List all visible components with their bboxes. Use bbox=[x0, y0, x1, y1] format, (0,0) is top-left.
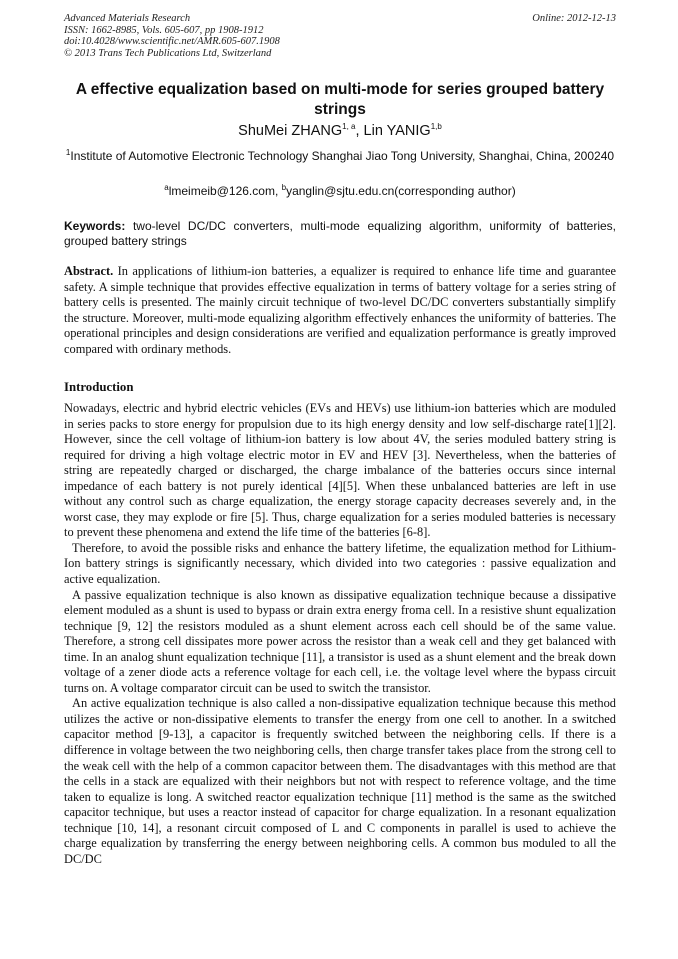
author-name: ShuMei ZHANG bbox=[238, 123, 343, 139]
abstract-block bbox=[64, 264, 616, 358]
issn-line: ISSN: 1662-8985, Vols. 605-607, pp 1908-1912 bbox=[64, 24, 264, 36]
keywords-label: Keywords: bbox=[64, 219, 126, 233]
author-superscript: 1,b bbox=[430, 122, 442, 132]
keywords-block bbox=[64, 219, 616, 249]
section-heading: Introduction bbox=[64, 380, 134, 394]
author-superscript: 1, a bbox=[342, 122, 356, 132]
affiliation bbox=[64, 149, 616, 164]
abstract-text: In applications of lithium-ion batteries, a equalizer is required to enhance life time and guarantee safety. A simple technique that provides effective equalization in terms of battery voltage for a series string of battery cells is presented. The mainly circuit technique of two-level DC/DC converters substantially simplify the structure. Moreover, multi-mode equalizing algorithm effectively enhances the uniformity of batteries. The operational principles and design considerations are verified and equalization performance is greatly improved compared with ordinary methods. bbox=[64, 264, 616, 356]
body-paragraph: A passive equalization technique is also known as dissipative equalization technique because a dissipative element moduled as a shunt is used to bypass or drain extra energy froma cell. In a resistive shunt equalization technique [9, 12] the resistors moduled as a shunt element across each cell should be of the same value. Therefore, a strong cell dissipates more power across the resistor than a weak cell and they get balanced with time. In an analog shunt equalization technique [11], a transistor is used as a shunt element and the break down voltage of a zener diode acts a reference voltage for each cell, i.e. the voltage level where the bypass circuit turns on. A voltage comparator circuit can be used to switch the transistor. bbox=[64, 587, 616, 695]
abstract-label: Abstract. bbox=[64, 264, 114, 278]
introduction-body bbox=[64, 401, 616, 867]
email-superscript: b bbox=[281, 183, 287, 192]
email-line bbox=[64, 184, 616, 198]
paper-title: A effective equalization based on multi-mode for series grouped battery strings bbox=[75, 81, 605, 118]
online-date: Online: 2012-12-13 bbox=[532, 13, 616, 24]
email-link[interactable]: lmeimeib@126.com, bbox=[168, 184, 282, 198]
body-paragraph: An active equalization technique is also called a non-dissipative equalization technique because this method utilizes the active or non-dissipative elements to transfer the energy from one cell to another. In a switched capacitor method [9-13], a capacitor is frequently switched between the neighboring cells. If there is a difference in voltage between the two neighboring cells, then charge transfer takes place from the strong cell to the weak cell with the help of a common capacitor between them. The disadvantages with this method are that the cells in a stack are equalized with their neighbors but not with respect to reference voltage, and the time taken to equalize is long. A switched reactor equalization technique [11] method is the same as the switched capacitor technique, but uses a reactor instead of capacitor for charge equalization. In a resonant equalization technique [10, 14], a resonant circuit composed of L and C components in parallel is used to achieve the charge equalization by transferring the energy between neighboring cells. A common bus moduled to all the DC/DC bbox=[64, 696, 616, 866]
keywords-text: two-level DC/DC converters, multi-mode equalizing algorithm, uniformity of batteries, grouped battery strings bbox=[64, 219, 616, 248]
journal-name: Advanced Materials Research bbox=[64, 13, 191, 24]
affiliation-text: Institute of Automotive Electronic Technology Shanghai Jiao Tong University, Shanghai, China, 200240 bbox=[70, 149, 615, 163]
author-name: Lin YANIG bbox=[363, 123, 431, 139]
body-paragraph: Nowadays, electric and hybrid electric vehicles (EVs and HEVs) use lithium-ion batteries which are moduled in series packs to store energy for propulsion due to its high energy density and low self-discharge rate[1][2]. However, since the cell voltage of lithium-ion battery is low about 4V, the series moduled battery string is required for driving a high voltage electric motor in EV and HEV [3]. Nevertheless, when the batteries of string are repeatedly charged or discharged, the charge imbalance of the batteries occurs since internal impedance of each battery is not purely identical [4][5]. When these unbalanced batteries are left in use without any control such as charge equalization, the energy storage capacity decreases severely and, in the worst case, they may explode or fire [5]. Thus, charge equalization for a series moduled batteries is necessary to prevent these phenomena and extend the life time of the batteries [6-8]. bbox=[64, 401, 616, 540]
journal-header bbox=[64, 13, 616, 59]
body-paragraph: Therefore, to avoid the possible risks and enhance the battery lifetime, the equalization method for Lithium-Ion battery strings is significantly necessary, which divided into two categories : passive equalization and active equalization. bbox=[64, 540, 616, 587]
email-superscript: a bbox=[164, 183, 169, 192]
author-line bbox=[64, 123, 616, 139]
author-separator: , bbox=[355, 123, 364, 139]
affiliation-superscript: 1 bbox=[65, 148, 71, 157]
copyright-line: © 2013 Trans Tech Publications Ltd, Switzerland bbox=[64, 47, 272, 59]
doi-line: doi:10.4028/www.scientific.net/AMR.605-607.1908 bbox=[64, 36, 280, 47]
email-link[interactable]: yanglin@sjtu.edu.cn(corresponding author) bbox=[286, 184, 516, 198]
